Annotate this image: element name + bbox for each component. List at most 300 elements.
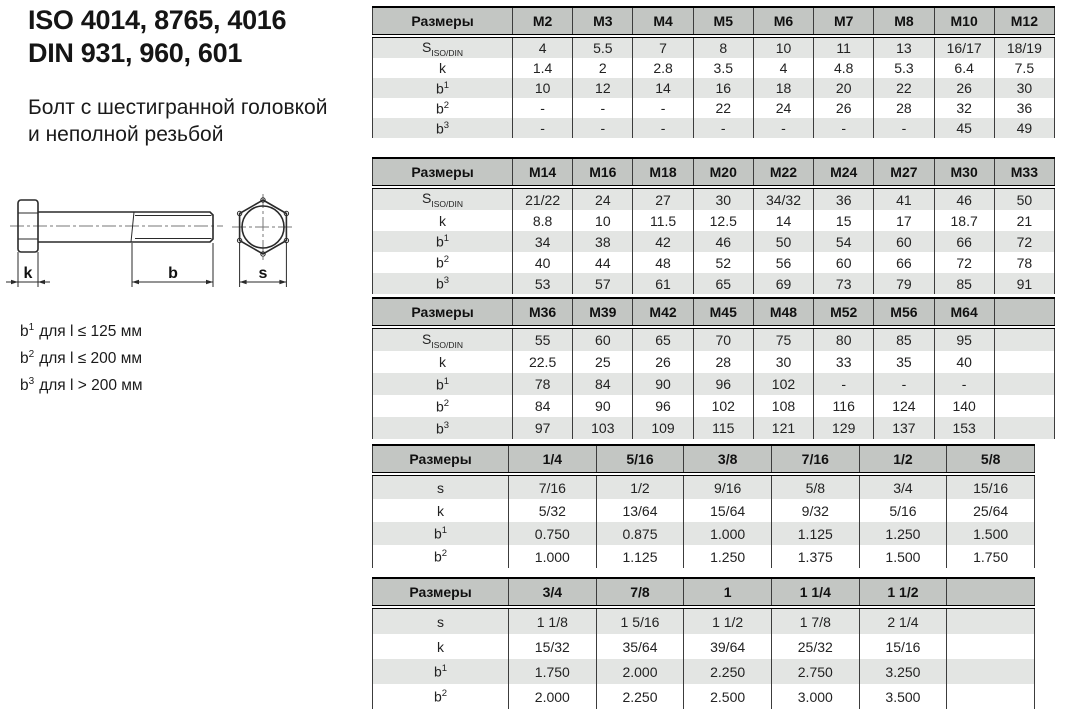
table-cell: 85 (934, 273, 994, 294)
table-cell: 78 (994, 252, 1054, 273)
table-cell: 30 (693, 187, 753, 210)
table-cell: 4 (753, 58, 813, 78)
subtitle-line1: Болт с шестигранной головкой (28, 96, 328, 119)
row-label-b2: $b^2$ (435, 397, 450, 415)
table-cell: 90 (573, 395, 633, 417)
table-row (373, 395, 1055, 417)
table-cell: 26 (633, 351, 693, 373)
table-header-row (373, 445, 1035, 474)
table-cell: 22 (693, 98, 753, 118)
table-row (373, 607, 1035, 634)
table-cell: 8.8 (513, 210, 573, 231)
col-header-M12: M12 (994, 7, 1054, 36)
row-label-k: k (439, 354, 446, 370)
table-row (373, 58, 1055, 78)
table-cell: 2.750 (771, 659, 859, 684)
col-header-M14: M14 (513, 158, 573, 187)
table-cell: 1.000 (509, 545, 597, 568)
table-row (373, 231, 1055, 252)
table-cell: 116 (814, 395, 874, 417)
table-row (373, 417, 1055, 439)
table-cell: - (633, 98, 693, 118)
table-cell: 1 1/8 (509, 607, 597, 634)
metric-table-m36-m64 (372, 297, 1055, 439)
table-cell: 15/16 (859, 634, 947, 659)
table-cell: 21/22 (513, 187, 573, 210)
table-cell: 57 (573, 273, 633, 294)
row-label-b3: $b^3$ (373, 417, 513, 439)
table-cell: 1.750 (509, 659, 597, 684)
row-label-b1: $b^1$ (373, 231, 513, 252)
row-label-b3: $b^3$ (373, 273, 513, 294)
table-cell: 56 (753, 252, 813, 273)
table-cell: - (874, 373, 934, 395)
table-cell: 15 (814, 210, 874, 231)
table-cell: 40 (513, 252, 573, 273)
col-header-M18: M18 (633, 158, 693, 187)
row-label-s: $S_{ISO/DIN}$ (373, 36, 513, 58)
table-cell: 5/32 (509, 499, 597, 522)
table-cell: 52 (693, 252, 753, 273)
table-cell: 17 (874, 210, 934, 231)
col-header-M39: M39 (573, 298, 633, 327)
table-cell: 26 (934, 78, 994, 98)
table-cell: 5/8 (771, 474, 859, 499)
table-cell: 25/64 (947, 499, 1035, 522)
table-cell: 28 (874, 98, 934, 118)
table-cell: 66 (874, 252, 934, 273)
table-cell: 6.4 (934, 58, 994, 78)
table-cell: 80 (814, 327, 874, 351)
table-cell: 69 (753, 273, 813, 294)
table-cell: 55 (513, 327, 573, 351)
table-cell: 102 (693, 395, 753, 417)
table-row (373, 327, 1055, 351)
table-cell: 10 (753, 36, 813, 58)
table-cell: 12.5 (693, 210, 753, 231)
table-cell: 1/2 (596, 474, 684, 499)
table-cell: 22 (874, 78, 934, 98)
table-row (373, 36, 1055, 58)
table-cell: 3.5 (693, 58, 753, 78)
table-cell: 53 (513, 273, 573, 294)
standards-din: DIN 931, 960, 601 (28, 38, 243, 68)
table-cell (947, 634, 1035, 659)
thread-length-notes (20, 316, 143, 397)
row-label-b1: $b^1$ (373, 78, 513, 98)
table-cell: - (633, 118, 693, 138)
bolt-head-end-view (232, 194, 295, 260)
col-header-M8: M8 (874, 7, 934, 36)
table-cell: 79 (874, 273, 934, 294)
inch-table-1-4-to-5-8 (372, 444, 1035, 568)
table-cell: 140 (934, 395, 994, 417)
col-header-M2: M2 (513, 7, 573, 36)
table-cell: 95 (934, 327, 994, 351)
dimension-b-label: b (168, 265, 178, 282)
table-cell: 60 (874, 231, 934, 252)
sizes-header: Размеры (373, 158, 513, 187)
bolt-shank-side-view (38, 212, 213, 242)
table-cell: 36 (814, 187, 874, 210)
table-cell: 115 (693, 417, 753, 439)
table-row (373, 659, 1035, 684)
table-cell: - (573, 118, 633, 138)
row-label-s: $S_{ISO/DIN}$ (373, 327, 513, 351)
table-row (373, 522, 1035, 545)
table-cell: 35 (874, 351, 934, 373)
table-cell: 49 (994, 118, 1054, 138)
table-cell: 15/64 (684, 499, 772, 522)
sizes-header: Размеры (373, 445, 509, 474)
table-row (373, 684, 1035, 709)
table-cell: 32 (934, 98, 994, 118)
row-label-b1: $b^1$ (373, 373, 513, 395)
table-cell: 121 (753, 417, 813, 439)
table-cell: - (693, 118, 753, 138)
table-cell: 13 (874, 36, 934, 58)
table-row (373, 474, 1035, 499)
table-cell: 97 (513, 417, 573, 439)
row-label-k: k (437, 502, 444, 519)
table-cell: - (814, 373, 874, 395)
dimension-k-label: k (23, 265, 33, 282)
dimension-k (6, 252, 50, 287)
table-cell: 1.4 (513, 58, 573, 78)
table-cell: 0.875 (596, 522, 684, 545)
table-cell: 60 (814, 252, 874, 273)
table-cell: 11 (814, 36, 874, 58)
table-cell: 96 (633, 395, 693, 417)
table-row (373, 273, 1055, 294)
table-cell (947, 659, 1035, 684)
col-header-3-4: 3/4 (509, 578, 597, 607)
table-cell: 26 (814, 98, 874, 118)
table-header-row (373, 7, 1055, 36)
table-cell: 1 7/8 (771, 607, 859, 634)
table-cell: 45 (934, 118, 994, 138)
table-cell: 1.125 (771, 522, 859, 545)
table-cell: 2.250 (596, 684, 684, 709)
table-cell: - (874, 118, 934, 138)
dimension-b (132, 243, 213, 287)
table-cell: - (513, 118, 573, 138)
table-cell: 28 (693, 351, 753, 373)
table-cell: 85 (874, 327, 934, 351)
table-cell: 12 (573, 78, 633, 98)
table-cell: 44 (573, 252, 633, 273)
table-cell: 10 (573, 210, 633, 231)
row-label-b3: $b^3$ (373, 118, 513, 138)
table-cell: 16 (693, 78, 753, 98)
table-cell: 1.375 (771, 545, 859, 568)
table-row (373, 252, 1055, 273)
table-cell: 1 1/2 (684, 607, 772, 634)
col-header-M4: M4 (633, 7, 693, 36)
table-cell: 54 (814, 231, 874, 252)
table-cell: 109 (633, 417, 693, 439)
col-header-M3: M3 (573, 7, 633, 36)
table-row (373, 118, 1055, 138)
table-cell: 50 (753, 231, 813, 252)
table-cell: 60 (573, 327, 633, 351)
table-header-row (373, 158, 1055, 187)
table-cell: 2.250 (684, 659, 772, 684)
row-label-b2: $b^2$ (435, 254, 450, 271)
table-cell: 18 (753, 78, 813, 98)
table-cell: 34/32 (753, 187, 813, 210)
table-cell (947, 607, 1035, 634)
table-cell: 65 (693, 273, 753, 294)
table-cell: 108 (753, 395, 813, 417)
table-cell: 72 (994, 231, 1054, 252)
table-cell: 2.000 (596, 659, 684, 684)
table-cell: 1.250 (684, 545, 772, 568)
table-cell: 84 (573, 373, 633, 395)
table-cell: 10 (513, 78, 573, 98)
table-cell: 22.5 (513, 351, 573, 373)
table-cell: 2.8 (633, 58, 693, 78)
table-cell: 70 (693, 327, 753, 351)
table-cell: 73 (814, 273, 874, 294)
row-label-s: $S_{ISO/DIN}$ (373, 187, 513, 210)
row-label-k: k (439, 212, 446, 229)
table-row (373, 373, 1055, 395)
col-header-M22: M22 (753, 158, 813, 187)
col-header-M7: M7 (814, 7, 874, 36)
table-cell: 38 (573, 231, 633, 252)
col-header-3-8: 3/8 (684, 445, 772, 474)
table-cell: 1.000 (684, 522, 772, 545)
table-cell: 21 (994, 210, 1054, 231)
dimension-s-label: s (258, 265, 268, 282)
table-cell: 9/16 (684, 474, 772, 499)
col-header-M48: M48 (753, 298, 813, 327)
table-cell: 91 (994, 273, 1054, 294)
table-cell: 39/64 (684, 634, 772, 659)
table-cell (994, 417, 1054, 439)
table-cell: 9/32 (771, 499, 859, 522)
table-cell: 78 (513, 373, 573, 395)
col-header-M30: M30 (934, 158, 994, 187)
table-cell: 18/19 (994, 36, 1054, 58)
table-row (373, 545, 1035, 568)
col-header-M56: M56 (874, 298, 934, 327)
title-block (28, 4, 286, 70)
table-cell: 34 (513, 231, 573, 252)
table-cell: 75 (753, 327, 813, 351)
table-cell: 2 (573, 58, 633, 78)
row-label-b2: $b^2$ (433, 548, 448, 565)
table-cell (994, 327, 1054, 351)
col-header-M5: M5 (693, 7, 753, 36)
table-cell: 153 (934, 417, 994, 439)
table-cell: 137 (874, 417, 934, 439)
table-cell: 4 (513, 36, 573, 58)
note-b2: $b^2$ для l ≤ 200 мм (20, 349, 143, 368)
col-header-M6: M6 (753, 7, 813, 36)
table-cell (994, 395, 1054, 417)
table-cell: 33 (814, 351, 874, 373)
col-header-1: 1 (684, 578, 772, 607)
table-row (373, 499, 1035, 522)
subtitle (28, 94, 327, 148)
table-cell: - (513, 98, 573, 118)
table-cell: 48 (633, 252, 693, 273)
table-row (373, 634, 1035, 659)
table-cell (994, 373, 1054, 395)
table-cell: 2.000 (509, 684, 597, 709)
row-label-s: s (373, 607, 509, 634)
table-cell: 2 1/4 (859, 607, 947, 634)
col-header-1-4: 1/4 (509, 445, 597, 474)
table-header-row (373, 298, 1055, 327)
col-header-empty (994, 298, 1054, 327)
row-label-k: k (437, 638, 444, 655)
table-cell: 3/4 (859, 474, 947, 499)
table-row (373, 187, 1055, 210)
table-cell: 1.500 (947, 522, 1035, 545)
table-cell: 24 (753, 98, 813, 118)
table-cell: 42 (633, 231, 693, 252)
table-cell: 15/32 (509, 634, 597, 659)
standards-iso: ISO 4014, 8765, 4016 (28, 5, 287, 35)
table-cell: 84 (513, 395, 573, 417)
table-cell: 3.500 (859, 684, 947, 709)
table-cell: 72 (934, 252, 994, 273)
row-label-b2: $b^2$ (435, 99, 450, 117)
col-header-M45: M45 (693, 298, 753, 327)
col-header-M10: M10 (934, 7, 994, 36)
table-cell: 20 (814, 78, 874, 98)
table-cell: - (814, 118, 874, 138)
table-cell: 1.125 (596, 545, 684, 568)
col-header-M16: M16 (573, 158, 633, 187)
table-cell: 25 (573, 351, 633, 373)
col-header-M36: M36 (513, 298, 573, 327)
table-cell: 14 (753, 210, 813, 231)
col-header-M33: M33 (994, 158, 1054, 187)
table-cell: 96 (693, 373, 753, 395)
table-row (373, 78, 1055, 98)
row-label-b1: $b^1$ (373, 659, 509, 684)
sizes-header: Размеры (373, 298, 513, 327)
col-header-1-2: 1/2 (859, 445, 947, 474)
table-cell: 61 (633, 273, 693, 294)
note-b3: $b^3$ для l > 200 мм (20, 376, 143, 395)
bolt-technical-drawing (5, 186, 330, 298)
row-label-b1: $b^1$ (373, 522, 509, 545)
table-cell: 90 (633, 373, 693, 395)
table-row (373, 351, 1055, 373)
table-cell: 1.500 (859, 545, 947, 568)
table-cell: 30 (994, 78, 1054, 98)
table-cell: 5.3 (874, 58, 934, 78)
col-header-5-16: 5/16 (596, 445, 684, 474)
table-cell: 3.000 (771, 684, 859, 709)
table-cell: 8 (693, 36, 753, 58)
col-header-7-16: 7/16 (771, 445, 859, 474)
table-cell: 24 (573, 187, 633, 210)
table-cell: 16/17 (934, 36, 994, 58)
table-cell: 102 (753, 373, 813, 395)
note-b1: $b^1$ для l ≤ 125 мм (20, 322, 143, 341)
col-header-5-8: 5/8 (947, 445, 1035, 474)
table-row (373, 98, 1055, 118)
table-cell: 27 (633, 187, 693, 210)
col-header-M20: M20 (693, 158, 753, 187)
table-cell: - (573, 98, 633, 118)
col-header-empty (947, 578, 1035, 607)
subtitle-line2: и неполной резьбой (28, 123, 224, 146)
table-cell: 15/16 (947, 474, 1035, 499)
table-cell: 1.250 (859, 522, 947, 545)
sizes-header: Размеры (373, 578, 509, 607)
table-cell: 5.5 (573, 36, 633, 58)
col-header-M42: M42 (633, 298, 693, 327)
table-cell (947, 684, 1035, 709)
table-cell: 103 (573, 417, 633, 439)
table-cell: 36 (994, 98, 1054, 118)
table-cell: 14 (633, 78, 693, 98)
table-cell: 124 (874, 395, 934, 417)
table-cell: - (934, 373, 994, 395)
col-header-M64: M64 (934, 298, 994, 327)
table-cell: 0.750 (509, 522, 597, 545)
row-label-b2: $b^2$ (433, 688, 448, 705)
table-cell: 7.5 (994, 58, 1054, 78)
row-label-k: k (439, 60, 446, 76)
table-cell: 18.7 (934, 210, 994, 231)
col-header-M27: M27 (874, 158, 934, 187)
table-cell: 2.500 (684, 684, 772, 709)
metric-table-m2-m12 (372, 6, 1055, 138)
table-cell: 46 (934, 187, 994, 210)
col-header-M52: M52 (814, 298, 874, 327)
table-cell: 5/16 (859, 499, 947, 522)
table-cell: 7 (633, 36, 693, 58)
table-cell: 3.250 (859, 659, 947, 684)
table-cell: 46 (693, 231, 753, 252)
table-cell: 1 5/16 (596, 607, 684, 634)
table-cell: 30 (753, 351, 813, 373)
table-cell: 1.750 (947, 545, 1035, 568)
metric-table-m14-m33 (372, 157, 1055, 294)
table-cell: 13/64 (596, 499, 684, 522)
table-cell: 50 (994, 187, 1054, 210)
col-header-1-1-2: 1 1/2 (859, 578, 947, 607)
table-cell: 65 (633, 327, 693, 351)
table-cell: 129 (814, 417, 874, 439)
table-cell: 40 (934, 351, 994, 373)
table-cell: 4.8 (814, 58, 874, 78)
table-cell: 25/32 (771, 634, 859, 659)
table-cell: - (753, 118, 813, 138)
col-header-M24: M24 (814, 158, 874, 187)
inch-table-3-4-to-1-1-2 (372, 577, 1035, 709)
table-cell: 41 (874, 187, 934, 210)
table-cell: 35/64 (596, 634, 684, 659)
col-header-1-1-4: 1 1/4 (771, 578, 859, 607)
table-cell (994, 351, 1054, 373)
sizes-header: Размеры (373, 7, 513, 36)
table-header-row (373, 578, 1035, 607)
table-cell: 11.5 (633, 210, 693, 231)
table-cell: 66 (934, 231, 994, 252)
col-header-7-8: 7/8 (596, 578, 684, 607)
table-cell: 7/16 (509, 474, 597, 499)
table-row (373, 210, 1055, 231)
